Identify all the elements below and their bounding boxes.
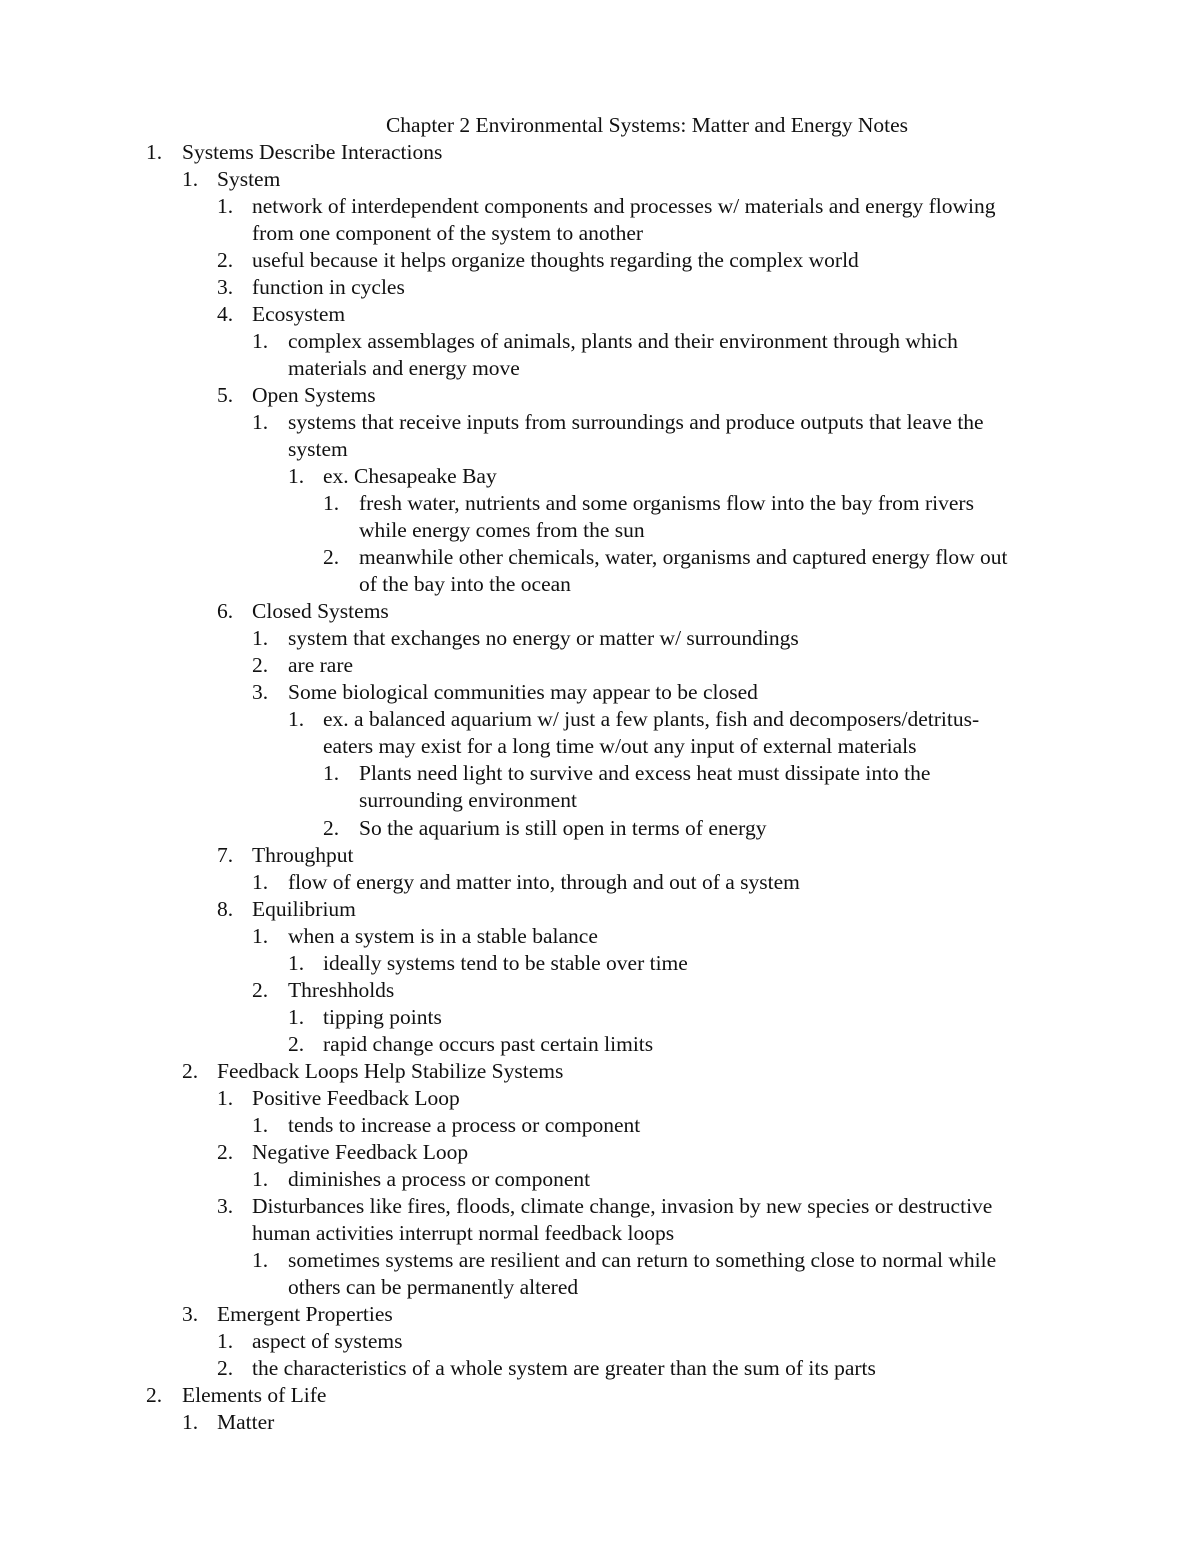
outline-text: materials and energy move — [288, 356, 520, 381]
outline-text: ideally systems tend to be stable over time — [323, 950, 688, 975]
outline-number: 2. — [217, 248, 234, 273]
outline-number: 2. — [323, 815, 340, 840]
outline-number: 2. — [182, 1058, 199, 1083]
outline-number: 1. — [323, 491, 340, 516]
outline-number: 3. — [217, 275, 234, 300]
outline-text: Some biological communities may appear to be closed — [288, 680, 758, 705]
outline-number: 6. — [217, 599, 234, 624]
outline-text: useful because it helps organize thoughts regarding the complex world — [252, 248, 859, 273]
outline-text: Disturbances like fires, floods, climate change, invasion by new species or destructive — [252, 1193, 993, 1218]
outline-text: Negative Feedback Loop — [252, 1139, 469, 1164]
outline-text: Feedback Loops Help Stabilize Systems — [217, 1058, 564, 1083]
outline-number: 2. — [252, 977, 269, 1002]
outline-text: So the aquarium is still open in terms of energy — [359, 815, 767, 840]
outline-number: 1. — [252, 410, 269, 435]
outline-number: 2. — [217, 1139, 234, 1164]
outline-text: network of interdependent components and processes w/ materials and energy flowing — [252, 194, 996, 219]
outline-number: 1. — [252, 923, 269, 948]
outline-text: Matter — [217, 1409, 275, 1434]
outline-number: 2. — [323, 545, 340, 570]
outline-text: Systems Describe Interactions — [182, 140, 443, 164]
outline-text: Closed Systems — [252, 599, 389, 624]
outline-number: 1. — [288, 950, 305, 975]
outline-number: 1. — [217, 1085, 234, 1110]
outline-text: surrounding environment — [359, 788, 577, 813]
outline-number: 8. — [217, 896, 234, 921]
outline-number: 2. — [146, 1382, 163, 1407]
outline-number: 1. — [288, 707, 305, 732]
outline-number: 3. — [182, 1301, 199, 1326]
outline-text: meanwhile other chemicals, water, organisms and captured energy flow out — [359, 545, 1008, 570]
outline-text: Emergent Properties — [217, 1301, 393, 1326]
outline-number: 7. — [217, 842, 234, 867]
outline-text: eaters may exist for a long time w/out any input of external materials — [323, 734, 917, 759]
outline-number: 1. — [182, 167, 199, 192]
outline-text: tends to increase a process or component — [288, 1112, 641, 1137]
outline-text: flow of energy and matter into, through and out of a system — [288, 869, 800, 894]
outline-number: 1. — [288, 1004, 305, 1029]
outline-text: from one component of the system to another — [252, 221, 644, 246]
outline-text: Throughput — [252, 842, 354, 867]
outline-text: when a system is in a stable balance — [288, 923, 598, 948]
outline-number: 1. — [252, 329, 269, 354]
outline-text: Open Systems — [252, 383, 376, 408]
outline-text: Threshholds — [288, 977, 395, 1002]
outline-text: system that exchanges no energy or matter w/ surroundings — [288, 626, 799, 651]
outline-text: System — [217, 167, 281, 192]
outline-number: 1. — [252, 869, 269, 894]
outline-text: Equilibrium — [252, 896, 356, 921]
outline-text: tipping points — [323, 1004, 442, 1029]
outline-text: system — [288, 437, 348, 462]
outline-text: rapid change occurs past certain limits — [323, 1031, 654, 1056]
outline-number: 1. — [288, 464, 305, 489]
outline-text: ex. a balanced aquarium w/ just a few plants, fish and decomposers/detritus- — [323, 707, 980, 732]
outline-text: ex. Chesapeake Bay — [323, 464, 497, 489]
outline-text: Elements of Life — [182, 1382, 327, 1407]
outline-number: 1. — [252, 1247, 269, 1272]
outline-number: 1. — [217, 194, 234, 219]
outline-number: 3. — [217, 1193, 234, 1218]
outline-text: Ecosystem — [252, 302, 346, 327]
outline-text: others can be permanently altered — [288, 1274, 579, 1299]
outline-text: fresh water, nutrients and some organisms flow into the bay from rivers — [359, 491, 974, 516]
outline-text: function in cycles — [252, 275, 405, 300]
outline-number: 1. — [252, 1112, 269, 1137]
outline-text: human activities interrupt normal feedback loops — [252, 1220, 675, 1245]
outline-number: 1. — [146, 140, 163, 164]
outline-text: diminishes a process or component — [288, 1166, 591, 1191]
outline-text: aspect of systems — [252, 1328, 403, 1353]
outline-number: 1. — [217, 1328, 234, 1353]
outline-text: Positive Feedback Loop — [252, 1085, 460, 1110]
outline-number: 2. — [252, 653, 269, 678]
outline-text: while energy comes from the sun — [359, 518, 645, 543]
outline-number: 2. — [217, 1355, 234, 1380]
outline-number: 3. — [252, 680, 269, 705]
outline-text: are rare — [288, 653, 354, 678]
outline-text: complex assemblages of animals, plants and their environment through which — [288, 329, 958, 354]
page-title: Chapter 2 Environmental Systems: Matter and Energy Notes — [385, 113, 909, 137]
outline-text: of the bay into the ocean — [359, 572, 571, 597]
outline-text: sometimes systems are resilient and can return to something close to normal while — [288, 1247, 997, 1272]
outline-number: 1. — [323, 761, 340, 786]
outline-number: 4. — [217, 302, 234, 327]
outline-text: systems that receive inputs from surroundings and produce outputs that leave the — [288, 410, 984, 435]
outline-number: 1. — [252, 626, 269, 651]
outline-number: 1. — [182, 1409, 199, 1434]
outline-text: the characteristics of a whole system are greater than the sum of its parts — [252, 1355, 876, 1380]
outline-number: 1. — [252, 1166, 269, 1191]
outline-text: Plants need light to survive and excess heat must dissipate into the — [359, 761, 931, 786]
outline-number: 5. — [217, 383, 234, 408]
outline-number: 2. — [288, 1031, 305, 1056]
